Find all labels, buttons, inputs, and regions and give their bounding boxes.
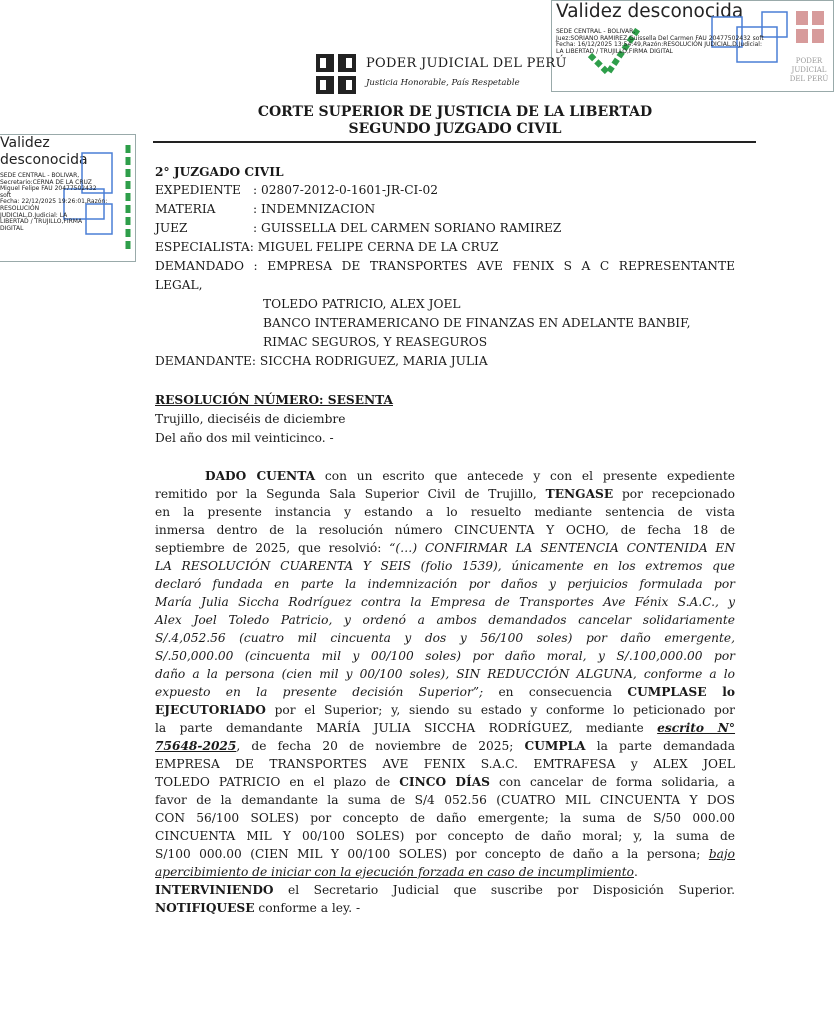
body-line-13: expuesto en la presente decisión Superior”; en consecuencia CUMPLASE lo (155, 685, 735, 699)
court-subtitle: SEGUNDO JUZGADO CIVIL (348, 121, 562, 137)
body-line-16: 75648-2025, de fecha 20 de noviembre de 2025; CUMPLA la parte demandada (155, 739, 736, 753)
body-line-5: septiembre de 2025, que resolvió: “(…) CONFIRMAR LA SENTENCIA CONTENIDA EN (155, 541, 735, 555)
institution-motto: Justicia Honorable, País Respetable (366, 78, 520, 88)
especialista-row: ESPECIALISTA: MIGUEL FELIPE CERNA DE LA CRUZ (155, 240, 499, 254)
body-line-23: apercibimiento de iniciar con la ejecución forzada en caso de incumplimiento. (155, 865, 638, 879)
body-line-1: DADO CUENTA con un escrito que antecede y con el presente expediente (205, 469, 735, 483)
body-line-21: CINCUENTA MIL Y 00/100 SOLES) por concepto de daño moral; y, la suma de (155, 829, 735, 843)
signature-details: SEDE CENTRAL - BOLIVAR, Secretario:CERNA DE LA CRUZ Miguel Felipe FAU 20477502432 soft Fecha: 22/12/2025 19:26:01,Razón: RESOLUCIÓN JUDICIAL,D.Judicial: LA LIBERTAD / TRUJILLO,FIRMA DIGITAL (0, 172, 108, 232)
body-line-18: TOLEDO PATRICIO en el plazo de CINCO DÍAS con cancelar de forma solidaria, a (155, 775, 736, 789)
body-line-25: NOTIFIQUESE conforme a ley. - (155, 901, 361, 915)
header-rule (153, 141, 756, 143)
demandado-3: BANCO INTERAMERICANO DE FINANZAS EN ADELANTE BANBIF, (263, 316, 691, 330)
body-line-24: INTERVINIENDO el Secretario Judicial que suscribe por Disposición Superior. (155, 883, 736, 897)
body-line-2: remitido por la Segunda Sala Superior Civil de Trujillo, TENGASE por recepcionado (155, 487, 735, 501)
court-title: CORTE SUPERIOR DE JUSTICIA DE LA LIBERTAD (257, 104, 653, 120)
demandado-row-cont: LEGAL, (155, 278, 203, 292)
demandante-row: DEMANDANTE: SICCHA RODRIGUEZ, MARIA JULIA (155, 354, 488, 368)
resolution-title: RESOLUCIÓN NÚMERO: SESENTA (155, 393, 393, 407)
signature-title: Validez desconocida (0, 135, 88, 168)
juez-row: JUEZ : GUISSELLA DEL CARMEN SORIANO RAMIREZ (155, 221, 562, 235)
digital-signature-top (551, 0, 834, 92)
juzgado-label: 2° JUZGADO CIVIL (155, 165, 284, 179)
body-line-11: S/.50,000.00 (cincuenta mil y 00/100 soles) por daño moral, y S/.100,000.00 por (155, 649, 735, 663)
body-line-6: LA RESOLUCIÓN CUARENTA Y SEIS (folio 1539), únicamente en los extremos que (155, 559, 735, 573)
materia-row: MATERIA : INDEMNIZACION (155, 202, 376, 216)
body-line-12: daño a la persona (cien mil y 00/100 soles), SIN REDUCCIÓN ALGUNA, conforme a lo (155, 667, 735, 681)
demandado-2: TOLEDO PATRICIO, ALEX JOEL (263, 297, 461, 311)
body-line-20: CON 56/100 SOLES) por concepto de daño emergente; la suma de S/50 000.00 (155, 811, 735, 825)
signature-logo-text: PODER JUDICIAL DEL PERÚ (789, 57, 829, 83)
signature-details: SEDE CENTRAL - BOLIVAR, Juez:SORIANO RAMIREZ Guissella Del Carmen FAU 20477502432 soft Fecha: 16/12/2025 13:54:49,Razón:RESOLUCIÓN JUDICIAL,D.Judicial: LA LIBERTAD / TRUJILLO,FIRMA DIGITAL (556, 28, 764, 55)
expediente-row: EXPEDIENTE : 02807-2012-0-1601-JR-CI-02 (155, 183, 438, 197)
body-line-14: EJECUTORIADO por el Superior; y, siendo su estado y conforme lo peticionado por (155, 703, 736, 717)
institution-logo-icon (314, 52, 358, 96)
body-line-8: María Julia Siccha Rodríguez contra la Empresa de Transportes Ave Fénix S.A.C., y (155, 595, 735, 609)
resolution-place: Trujillo, dieciséis de diciembre (155, 412, 346, 426)
digital-signature-left (0, 134, 136, 262)
body-line-10: S/.4,052.56 (cuatro mil cincuenta y dos y 56/100 soles) por daño emergente, (155, 631, 735, 645)
signature-title: Validez desconocida (556, 1, 744, 22)
resolution-year: Del año dos mil veinticinco. - (155, 431, 334, 445)
signature-check-icon (118, 143, 134, 253)
body-line-7: declaró fundada en parte la indemnización por daños y perjuicios formulada por (155, 577, 735, 591)
body-line-19: favor de la demandante la suma de S/4 052.56 (CUATRO MIL CINCUENTA Y DOS (155, 793, 735, 807)
body-line-9: Alex Joel Toledo Patricio, y ordenó a ambos demandados cancelar solidariamente (155, 613, 735, 627)
demandado-4: RIMAC SEGUROS, Y REASEGUROS (263, 335, 488, 349)
body-line-17: EMPRESA DE TRANSPORTES AVE FENIX S.A.C. EMTRAFESA y ALEX JOEL (155, 757, 735, 771)
demandado-row: DEMANDADO : EMPRESA DE TRANSPORTES AVE FENIX S A C REPRESENTANTE (155, 259, 735, 273)
body-line-15: la parte demandante MARÍA JULIA SICCHA RODRÍGUEZ, mediante escrito N° (155, 721, 736, 735)
body-line-22: S/100 000.00 (CIEN MIL Y 00/100 SOLES) por concepto de daño a la persona; bajo (155, 847, 736, 861)
body-line-3: en la presente instancia y estando a lo resuelto mediante sentencia de vista (155, 505, 735, 519)
institution-name: PODER JUDICIAL DEL PERÚ (366, 56, 567, 71)
body-line-4: inmersa dentro de la resolución número CINCUENTA Y OCHO, de fecha 18 de (155, 523, 735, 537)
signature-seal-icon (792, 7, 828, 47)
